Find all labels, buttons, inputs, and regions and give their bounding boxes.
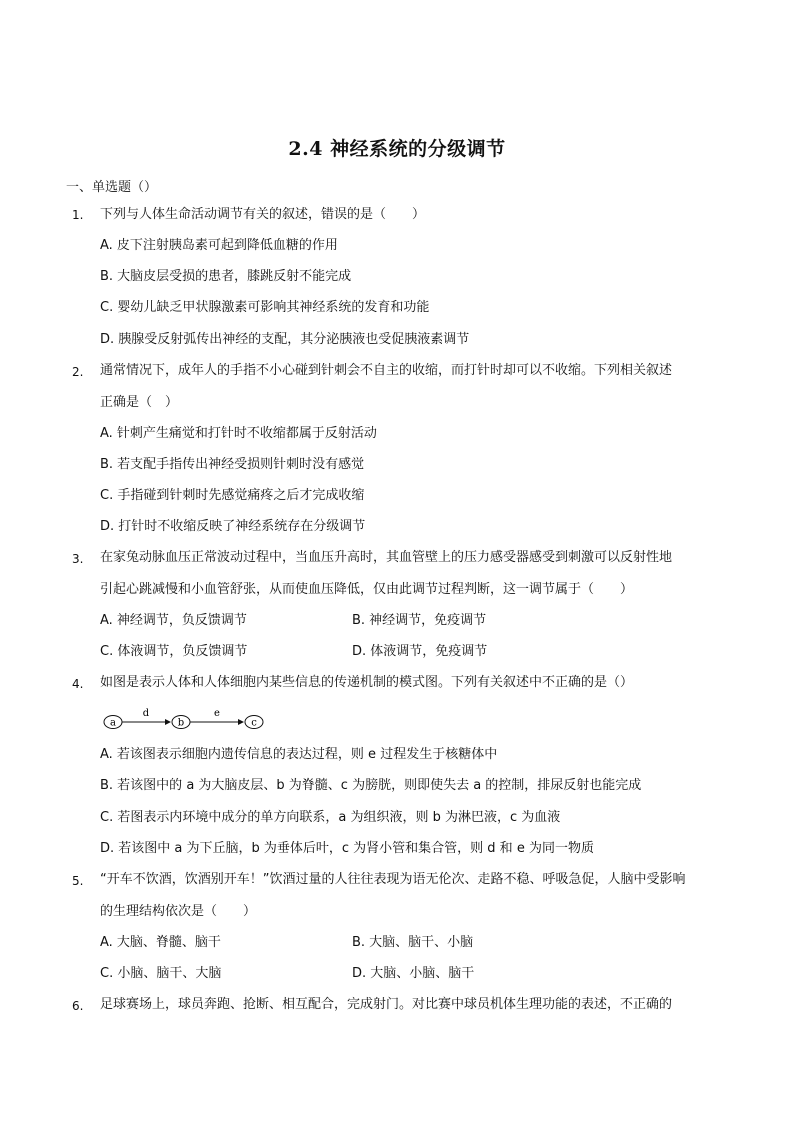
question-stem: “开车不饮酒，饮酒别开车！”饮酒过量的人往往表现为语无伦次、走路不稳、呼吸急促，人脑中受影响: [100, 872, 686, 887]
question-stem: 在家兔动脉血压正常波动过程中，当血压升高时，其血管壁上的压力感受器感受到刺激可以反射性地: [100, 550, 673, 565]
diagram-node-a: [104, 716, 122, 729]
question-number: 1.: [72, 208, 84, 222]
question-number: 4.: [72, 677, 84, 691]
diagram-node-b: [172, 716, 190, 729]
option-c: C. 婴幼儿缺乏甲状腺激素可影响其神经系统的发育和功能: [100, 300, 430, 315]
question-number: 5.: [72, 874, 84, 888]
option-a: A. 针刺产生痛觉和打针时不收缩都属于反射活动: [100, 426, 377, 441]
svg-text:a: a: [110, 717, 116, 729]
question-stem-continued: 引起心跳减慢和小血管舒张，从而使血压降低，仅由此调节过程判断，这一调节属于（ ）: [100, 582, 634, 597]
question-stem: 足球赛场上，球员奔跑、抢断、相互配合，完成射门。对比赛中球员机体生理功能的表述，不正确的: [100, 997, 673, 1012]
question-stem: 通常情况下，成年人的手指不小心碰到针刺会不自主的收缩，而打针时却可以不收缩。下列相关叙述: [100, 363, 673, 378]
option-a: A. 皮下注射胰岛素可起到降低血糖的作用: [100, 238, 338, 253]
diagram-node-c: [245, 716, 263, 729]
question-stem: 下列与人体生命活动调节有关的叙述，错误的是（ ）: [100, 207, 426, 222]
option-d: D. 大脑、小脑、脑干: [352, 966, 475, 981]
option-b: B. 大脑、脑干、小脑: [352, 935, 474, 950]
question-number: 2.: [72, 365, 84, 379]
question-number: 6.: [72, 999, 84, 1013]
option-c: C. 手指碰到针刺时先感觉痛疼之后才完成收缩: [100, 488, 365, 503]
option-a: A. 神经调节，负反馈调节: [100, 613, 247, 628]
option-d: D. 打针时不收缩反映了神经系统存在分级调节: [100, 519, 366, 534]
option-c: C. 体液调节，负反馈调节: [100, 644, 248, 659]
option-a: A. 若该图表示细胞内遗传信息的表达过程，则 e 过程发生于核糖体中: [100, 747, 498, 762]
svg-text:c: c: [251, 717, 257, 729]
diagram-label-d: d: [142, 708, 150, 719]
option-d: D. 体液调节，免疫调节: [352, 644, 488, 659]
option-d: D. 若该图中 a 为下丘脑，b 为垂体后叶，c 为肾小管和集合管，则 d 和 e 为同一物质: [100, 841, 594, 856]
option-d: D. 胰腺受反射弧传出神经的支配，其分泌胰液也受促胰液素调节: [100, 332, 470, 347]
diagram-label-e: e: [214, 708, 220, 719]
question-stem-continued: 正确是（ ）: [100, 395, 179, 410]
svg-text:b: b: [177, 717, 185, 729]
page-title: 2.4 神经系统的分级调节: [288, 138, 506, 160]
section-heading: 一、单选题（）: [66, 180, 158, 195]
option-b: B. 若该图中的 a 为大脑皮层、b 为脊髓、c 为膀胱，则即使失去 a 的控制，排尿反射也能完成: [100, 778, 642, 793]
option-a: A. 大脑、脊髓、脑干: [100, 935, 221, 950]
option-b: B. 神经调节，免疫调节: [352, 613, 487, 628]
option-c: C. 若图表示内环境中成分的单方向联系，a 为组织液，则 b 为淋巴液，c 为血液: [100, 810, 561, 825]
option-b: B. 大脑皮层受损的患者，膝跳反射不能完成: [100, 269, 352, 284]
question-stem: 如图是表示人体和人体细胞内某些信息的传递机制的模式图。下列有关叙述中不正确的是（）: [100, 675, 634, 690]
option-c: C. 小脑、脑干、大脑: [100, 966, 222, 981]
question-stem-continued: 的生理结构依次是（ ）: [100, 904, 257, 919]
option-b: B. 若支配手指传出神经受损则针刺时没有感觉: [100, 457, 365, 472]
question-number: 3.: [72, 552, 84, 566]
signal-diagram: [102, 706, 272, 732]
